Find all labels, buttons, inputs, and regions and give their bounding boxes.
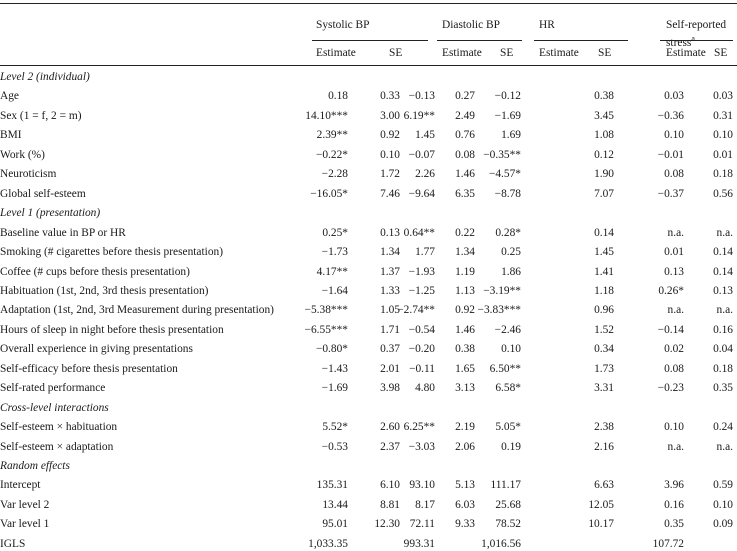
cell-se: 1.18: [594, 284, 614, 297]
cell-se: 1.41: [594, 265, 614, 278]
cell-estimate: 135.31: [316, 479, 348, 492]
cell-estimate: −0.35**: [483, 148, 521, 161]
cell-se: 0.18: [713, 362, 733, 375]
header-stress-footnote-marker: a: [691, 34, 695, 43]
cell-estimate: 1.69: [501, 129, 521, 142]
subheader-estimate: Estimate: [442, 47, 482, 59]
row-label: BMI: [0, 129, 22, 142]
cell-estimate: −3.83***: [477, 304, 521, 317]
cell-estimate: −3.19**: [483, 284, 521, 297]
cell-estimate: 0.26*: [658, 284, 684, 297]
cell-estimate: 993.31: [403, 537, 435, 550]
top-rule: [0, 3, 737, 4]
subheader-se: SE: [598, 47, 612, 59]
cell-se: 7.07: [594, 187, 614, 200]
cell-se: 10.17: [588, 518, 614, 531]
cell-estimate: 6.58*: [495, 382, 521, 395]
cell-se: 1.46: [455, 323, 475, 336]
cell-se: 0.10: [380, 148, 400, 161]
cell-se: 0.10: [713, 498, 733, 511]
cell-estimate: −2.46: [494, 323, 521, 336]
cell-se: 0.34: [594, 343, 614, 356]
cell-se: 1.33: [380, 284, 400, 297]
row-label: Self-efficacy before thesis presentation: [0, 362, 178, 375]
cell-estimate: 111.17: [490, 479, 521, 492]
cell-se: 0.31: [713, 109, 733, 122]
cell-estimate: 5.05*: [495, 421, 521, 434]
cell-se: 1.37: [380, 265, 400, 278]
cell-estimate: −0.53: [321, 440, 348, 453]
cell-se: n.a.: [716, 226, 733, 239]
cell-estimate: −0.01: [657, 148, 684, 161]
section-heading: Level 1 (presentation): [0, 207, 101, 220]
row-label: Var level 1: [0, 518, 50, 531]
cell-estimate: −0.37: [657, 187, 684, 200]
cell-se: 0.12: [594, 148, 614, 161]
cell-se: 0.27: [455, 90, 475, 103]
cell-estimate: −1.93: [408, 265, 435, 278]
cell-se: 1.90: [594, 168, 614, 181]
cell-se: 0.76: [455, 129, 475, 142]
cell-se: 1.65: [455, 362, 475, 375]
cell-estimate: −4.57*: [488, 168, 521, 181]
cell-se: 3.00: [380, 109, 400, 122]
cell-estimate: 4.17**: [316, 265, 348, 278]
cell-estimate: −5.38***: [304, 304, 348, 317]
cell-estimate: 0.01: [664, 246, 684, 259]
cell-se: n.a.: [716, 440, 733, 453]
cell-se: 0.14: [713, 246, 733, 259]
cell-se: 2.60: [380, 421, 400, 434]
group-underline-0: [312, 40, 428, 41]
cell-se: 1.45: [594, 246, 614, 259]
cell-se: 2.06: [455, 440, 475, 453]
cell-estimate: 25.68: [495, 498, 521, 511]
cell-se: 1.19: [455, 265, 475, 278]
subheader-se: SE: [714, 47, 728, 59]
subheader-estimate: Estimate: [539, 47, 579, 59]
header-self-reported-stress-label: Self-reported stress: [666, 19, 727, 49]
cell-estimate: 107.72: [652, 537, 684, 550]
row-label: Intercept: [0, 479, 41, 492]
header-systolic-bp: Systolic BP: [316, 19, 370, 31]
cell-se: 1.34: [455, 246, 475, 259]
cell-estimate: 1.45: [415, 129, 435, 142]
cell-se: 0.33: [380, 90, 400, 103]
cell-se: 6.35: [455, 187, 475, 200]
cell-estimate: 0.13: [664, 265, 684, 278]
cell-estimate: 0.18: [328, 90, 348, 103]
cell-se: 0.08: [455, 148, 475, 161]
cell-se: 2.37: [380, 440, 400, 453]
cell-se: 6.10: [380, 479, 400, 492]
subheader-estimate: Estimate: [666, 47, 706, 59]
cell-se: 0.16: [713, 323, 733, 336]
cell-se: 6.63: [594, 479, 614, 492]
cell-estimate: 78.52: [495, 518, 521, 531]
cell-estimate: 13.44: [322, 498, 348, 511]
cell-estimate: 72.11: [409, 518, 435, 531]
cell-se: 1.72: [380, 168, 400, 181]
cell-estimate: 4.80: [415, 382, 435, 395]
cell-estimate: 2.39**: [316, 129, 348, 142]
row-label: Work (%): [0, 148, 45, 161]
cell-se: 0.01: [713, 148, 733, 161]
cell-estimate: 5.52*: [322, 421, 348, 434]
cell-se: 2.19: [455, 421, 475, 434]
cell-se: 1.13: [455, 284, 475, 297]
cell-estimate: 0.08: [664, 362, 684, 375]
cell-estimate: 0.19: [501, 440, 521, 453]
cell-se: 7.46: [380, 187, 400, 200]
cell-se: 2.38: [594, 421, 614, 434]
row-label: Coffee (# cups before thesis presentation): [0, 265, 190, 278]
cell-se: 0.18: [713, 168, 733, 181]
cell-estimate: −2.74**: [397, 304, 435, 317]
cell-se: 9.33: [455, 518, 475, 531]
cell-estimate: −16.05*: [310, 187, 348, 200]
row-label: Neuroticism: [0, 168, 57, 181]
row-label: Overall experience in giving presentations: [0, 343, 193, 356]
cell-estimate: −6.55***: [304, 323, 348, 336]
row-label: Var level 2: [0, 498, 50, 511]
cell-se: 0.56: [713, 187, 733, 200]
cell-se: 1.73: [594, 362, 614, 375]
cell-se: 0.38: [594, 90, 614, 103]
cell-estimate: 0.02: [664, 343, 684, 356]
cell-se: 1.34: [380, 246, 400, 259]
row-label: Hours of sleep in night before thesis presentation: [0, 323, 224, 336]
section-heading: Random effects: [0, 460, 70, 472]
cell-estimate: −1.73: [321, 246, 348, 259]
cell-se: 0.13: [380, 226, 400, 239]
cell-estimate: 0.10: [501, 343, 521, 356]
cell-estimate: −0.36: [657, 109, 684, 122]
cell-estimate: 14.10***: [305, 109, 348, 122]
row-label: Sex (1 = f, 2 = m): [0, 109, 82, 122]
subheader-se: SE: [500, 47, 514, 59]
cell-estimate: 6.19**: [403, 109, 435, 122]
cell-se: 0.92: [455, 304, 475, 317]
cell-estimate: 95.01: [322, 518, 348, 531]
cell-se: 0.92: [380, 129, 400, 142]
row-label: Age: [0, 90, 19, 103]
cell-estimate: 0.25: [501, 246, 521, 259]
cell-se: 0.03: [713, 90, 733, 103]
cell-estimate: −1.69: [494, 109, 521, 122]
cell-estimate: −8.78: [494, 187, 521, 200]
cell-estimate: −1.64: [321, 284, 348, 297]
cell-estimate: −1.69: [321, 382, 348, 395]
cell-estimate: −0.54: [408, 323, 435, 336]
cell-se: 0.14: [594, 226, 614, 239]
cell-estimate: n.a.: [667, 304, 684, 317]
cell-se: 0.96: [594, 304, 614, 317]
cell-se: 0.35: [713, 382, 733, 395]
cell-se: 0.24: [713, 421, 733, 434]
cell-se: 0.38: [455, 343, 475, 356]
row-label: Adaptation (1st, 2nd, 3rd Measurement during presentation): [0, 304, 274, 317]
row-label: IGLS: [0, 537, 26, 550]
cell-se: 2.16: [594, 440, 614, 453]
row-label: Self-esteem × habituation: [0, 421, 118, 434]
cell-se: 3.45: [594, 109, 614, 122]
cell-estimate: 1,033.35: [308, 537, 348, 550]
cell-se: 8.81: [380, 498, 400, 511]
cell-se: n.a.: [716, 304, 733, 317]
cell-estimate: −0.80*: [315, 343, 348, 356]
cell-estimate: −2.28: [321, 168, 348, 181]
group-underline-3: [660, 40, 733, 41]
cell-estimate: 1,016.56: [481, 537, 521, 550]
cell-se: 6.03: [455, 498, 475, 511]
group-underline-1: [437, 40, 522, 41]
row-label: Smoking (# cigarettes before thesis presentation): [0, 246, 224, 259]
cell-se: 0.04: [713, 343, 733, 356]
row-label: Habituation (1st, 2nd, 3rd thesis presentation): [0, 284, 209, 297]
cell-estimate: 6.25**: [403, 421, 435, 434]
group-underline-2: [534, 40, 628, 41]
cell-estimate: n.a.: [667, 226, 684, 239]
cell-se: 2.01: [380, 362, 400, 375]
cell-estimate: −0.20: [408, 343, 435, 356]
cell-estimate: −0.23: [657, 382, 684, 395]
row-label: Baseline value in BP or HR: [0, 226, 126, 239]
cell-se: 0.59: [713, 479, 733, 492]
cell-estimate: −0.11: [409, 362, 435, 375]
cell-estimate: n.a.: [667, 440, 684, 453]
cell-se: 1.05: [380, 304, 400, 317]
cell-estimate: 3.96: [664, 479, 684, 492]
cell-estimate: 0.25*: [322, 226, 348, 239]
subheader-se: SE: [389, 47, 403, 59]
cell-estimate: 0.03: [664, 90, 684, 103]
row-label: Global self-esteem: [0, 187, 86, 200]
header-diastolic-bp: Diastolic BP: [442, 19, 500, 31]
cell-estimate: −0.12: [494, 90, 521, 103]
cell-se: 3.13: [455, 382, 475, 395]
cell-estimate: 0.35: [664, 518, 684, 531]
cell-se: 5.13: [455, 479, 475, 492]
cell-estimate: 0.64**: [403, 226, 435, 239]
cell-se: 3.98: [380, 382, 400, 395]
row-label: Self-rated performance: [0, 382, 106, 395]
cell-se: 2.49: [455, 109, 475, 122]
cell-estimate: −0.14: [657, 323, 684, 336]
cell-se: 1.08: [594, 129, 614, 142]
cell-estimate: −0.13: [408, 90, 435, 103]
cell-se: 0.13: [713, 284, 733, 297]
cell-estimate: 93.10: [409, 479, 435, 492]
cell-se: 1.71: [380, 323, 400, 336]
cell-se: 12.05: [588, 498, 614, 511]
subheader-estimate: Estimate: [316, 47, 356, 59]
cell-estimate: −1.25: [408, 284, 435, 297]
header-hr: HR: [539, 19, 555, 31]
cell-estimate: 0.10: [664, 129, 684, 142]
cell-se: 0.22: [455, 226, 475, 239]
cell-estimate: −1.43: [321, 362, 348, 375]
cell-estimate: 0.10: [664, 421, 684, 434]
cell-estimate: −9.64: [408, 187, 435, 200]
cell-estimate: −0.07: [408, 148, 435, 161]
cell-estimate: −3.03: [408, 440, 435, 453]
cell-se: 0.14: [713, 265, 733, 278]
cell-se: 3.31: [594, 382, 614, 395]
cell-estimate: 2.26: [415, 168, 435, 181]
cell-estimate: −0.22*: [315, 148, 348, 161]
section-heading: Cross-level interactions: [0, 401, 109, 414]
cell-estimate: 0.16: [664, 498, 684, 511]
cell-estimate: 8.17: [415, 498, 435, 511]
cell-se: 0.09: [713, 518, 733, 531]
section-heading: Level 2 (individual): [0, 71, 90, 83]
cell-se: 12.30: [374, 518, 400, 531]
cell-estimate: 1.77: [415, 246, 435, 259]
cell-se: 0.10: [713, 129, 733, 142]
row-label: Self-esteem × adaptation: [0, 440, 114, 453]
cell-estimate: 1.86: [501, 265, 521, 278]
cell-se: 1.46: [455, 168, 475, 181]
cell-estimate: 0.08: [664, 168, 684, 181]
cell-se: 1.52: [594, 323, 614, 336]
header-bottom-rule: [0, 65, 737, 66]
cell-estimate: 0.28*: [495, 226, 521, 239]
cell-estimate: 6.50**: [489, 362, 521, 375]
cell-se: 0.37: [380, 343, 400, 356]
